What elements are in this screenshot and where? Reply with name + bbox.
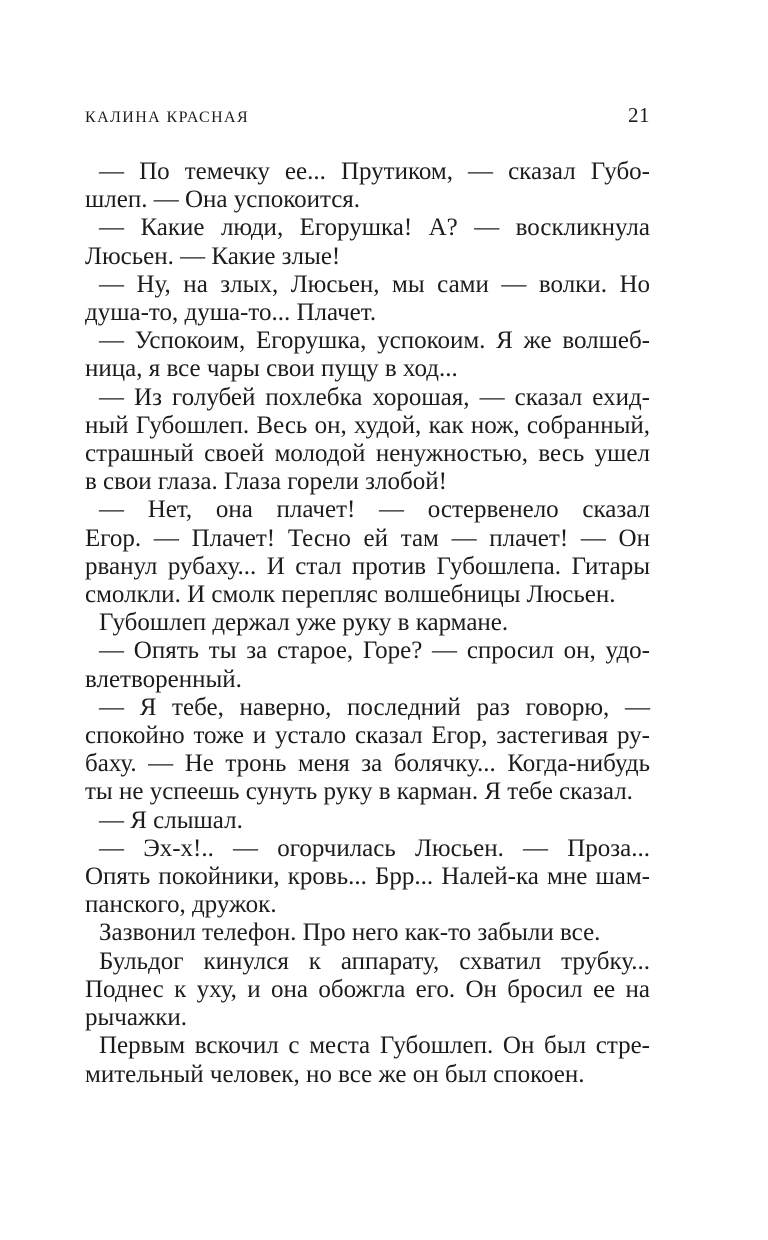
text-line: рванул рубаху... И стал против Губошлепа. Гитары bbox=[85, 552, 650, 580]
text-line: — Я тебе, наверно, последний раз говорю, — bbox=[99, 693, 650, 721]
text-line: рычажки. bbox=[85, 1004, 188, 1032]
paragraph bbox=[85, 1032, 650, 1088]
text-line: ты не успеешь сунуть руку в карман. Я тебе сказал. bbox=[85, 778, 633, 806]
paragraph bbox=[85, 609, 650, 637]
paragraph bbox=[85, 694, 650, 807]
page-header bbox=[85, 103, 650, 128]
text-line: — Я слышал. bbox=[99, 806, 243, 834]
page-body bbox=[85, 158, 650, 1089]
text-line: ный Губошлеп. Весь он, худой, как нож, собранный, bbox=[85, 411, 650, 439]
paragraph bbox=[85, 807, 650, 835]
page-number: 21 bbox=[628, 103, 650, 127]
paragraph bbox=[85, 919, 650, 947]
text-line: — По темечку ее... Прутиком, — сказал Губо- bbox=[99, 158, 650, 185]
text-line: Губошлеп держал уже руку в кармане. bbox=[99, 609, 509, 637]
paragraph bbox=[85, 496, 650, 609]
text-line: — Опять ты за старое, Горе? — спросил он, удо- bbox=[99, 637, 650, 665]
paragraph bbox=[85, 327, 650, 383]
text-line: смолкли. И смолк перепляс волшебницы Люсьен. bbox=[85, 581, 616, 609]
text-line: Бульдог кинулся к аппарату, схватил трубку... bbox=[99, 947, 650, 975]
text-line: страшный своей молодой ненужностью, весь ушел bbox=[85, 440, 650, 468]
text-line: душа-то, душа-то... Плачет. bbox=[85, 299, 377, 327]
text-line: спокойно тоже и устало сказал Егор, застегивая ру- bbox=[85, 722, 650, 750]
text-line: Опять покойники, кровь... Брр... Налей-ка мне шам- bbox=[85, 863, 650, 891]
text-line: ница, я все чары свои пущу в ход... bbox=[85, 355, 458, 383]
text-line: — Успокоим, Егорушка, успокоим. Я же волшеб- bbox=[99, 327, 650, 355]
text-line: — Эх-х!.. — огорчилась Люсьен. — Проза... bbox=[99, 834, 650, 862]
paragraph bbox=[85, 384, 650, 497]
text-line: баху. — Не тронь меня за болячку... Когда-нибудь bbox=[85, 750, 650, 778]
paragraph bbox=[85, 158, 650, 214]
text-line: в свои глаза. Глаза горели злобой! bbox=[85, 468, 447, 496]
text-line: Егор. — Плачет! Тесно ей там — плачет! — Он bbox=[85, 524, 650, 552]
text-line: Поднес к уху, и она обожгла его. Он бросил ее на bbox=[85, 975, 650, 1003]
text-line: Люсьен. — Какие злые! bbox=[85, 242, 341, 270]
paragraph bbox=[85, 214, 650, 270]
text-line: Зазвонил телефон. Про него как-то забыли все. bbox=[99, 919, 601, 947]
text-line: — Ну, на злых, Люсьен, мы сами — волки. Но bbox=[99, 270, 650, 298]
text-line: шлеп. — Она успокоится. bbox=[85, 186, 361, 214]
text-line: панского, дружок. bbox=[85, 891, 277, 919]
paragraph bbox=[85, 835, 650, 920]
paragraph bbox=[85, 271, 650, 327]
paragraph bbox=[85, 948, 650, 1033]
running-header-title: КАЛИНА КРАСНАЯ bbox=[85, 109, 250, 126]
text-line: — Какие люди, Егорушка! А? — воскликнула bbox=[99, 214, 650, 242]
text-line: влетворенный. bbox=[85, 665, 242, 693]
text-line: Первым вскочил с места Губошлеп. Он был стре- bbox=[99, 1032, 650, 1060]
text-line: мительный человек, но все же он был спокоен. bbox=[85, 1060, 585, 1088]
text-line: — Нет, она плачет! — остервенело сказал bbox=[99, 496, 650, 524]
paragraph bbox=[85, 637, 650, 693]
text-line: — Из голубей похлебка хорошая, — сказал ехид- bbox=[99, 383, 650, 411]
